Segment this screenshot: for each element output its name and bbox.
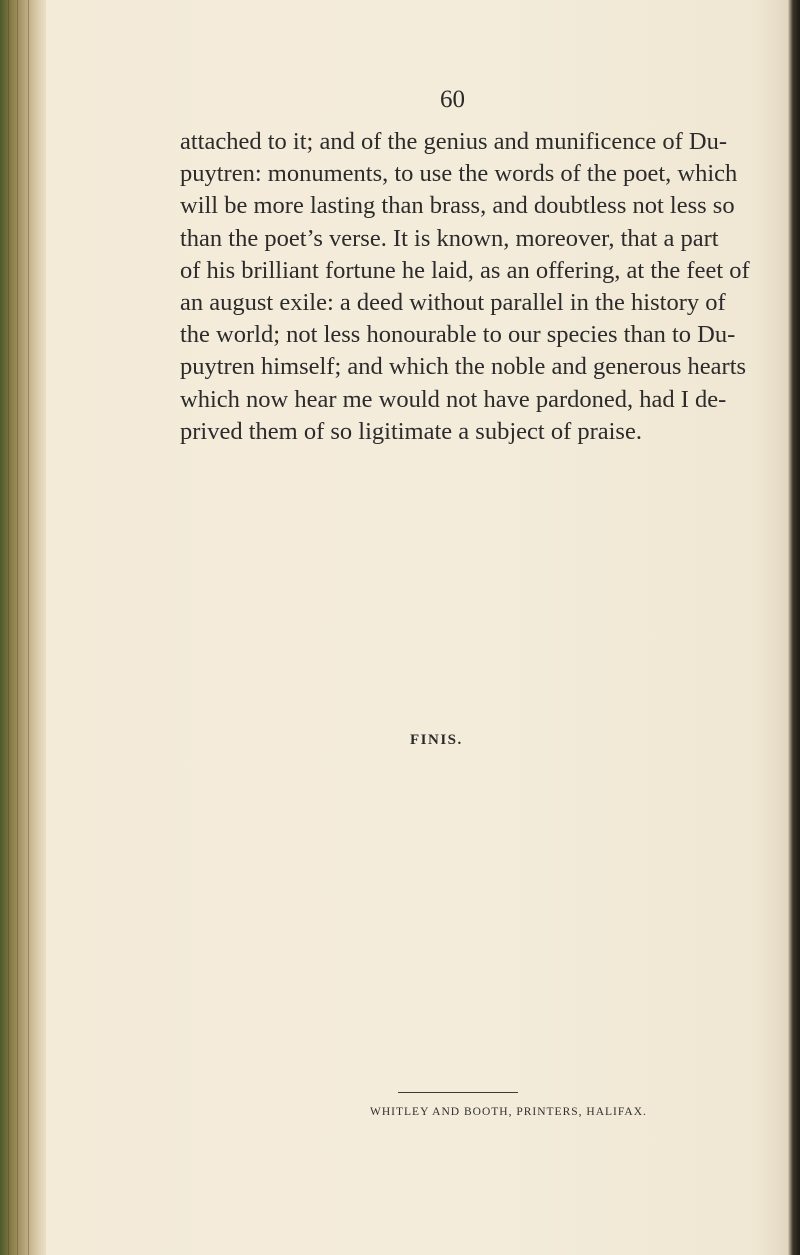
text-line: which now hear me would not have pardoned, had I de- bbox=[180, 385, 727, 413]
text-line: puytren himself; and which the noble and generous hearts bbox=[180, 353, 747, 381]
gutter-crease bbox=[17, 0, 18, 1255]
gutter-crease bbox=[8, 0, 9, 1255]
page-number: 60 bbox=[440, 86, 465, 113]
text-line: of his brilliant fortune he laid, as an offering, at the feet of bbox=[180, 256, 750, 284]
page-edge bbox=[788, 0, 800, 1255]
gutter-crease bbox=[28, 0, 29, 1255]
text-line: puytren: monuments, to use the words of the poet, which bbox=[180, 160, 738, 188]
text-line: an august exile: a deed without parallel in the history of bbox=[180, 289, 726, 317]
body-paragraph bbox=[180, 126, 750, 448]
imprint-rule bbox=[398, 1092, 518, 1093]
text-line: the world; not less honourable to our species than to Du- bbox=[180, 321, 736, 349]
page-edge-shadow bbox=[758, 0, 788, 1255]
text-line: than the poet’s verse. It is known, moreover, that a part bbox=[180, 224, 719, 252]
printer-imprint: WHITLEY AND BOOTH, PRINTERS, HALIFAX. bbox=[370, 1106, 647, 1118]
text-line: will be more lasting than brass, and doubtless not less so bbox=[180, 192, 735, 220]
finis-heading: FINIS. bbox=[410, 732, 463, 748]
text-line: prived them of so ligitimate a subject of praise. bbox=[180, 417, 642, 445]
binding-gutter bbox=[0, 0, 46, 1255]
text-line: attached to it; and of the genius and munificence of Du- bbox=[180, 128, 727, 155]
